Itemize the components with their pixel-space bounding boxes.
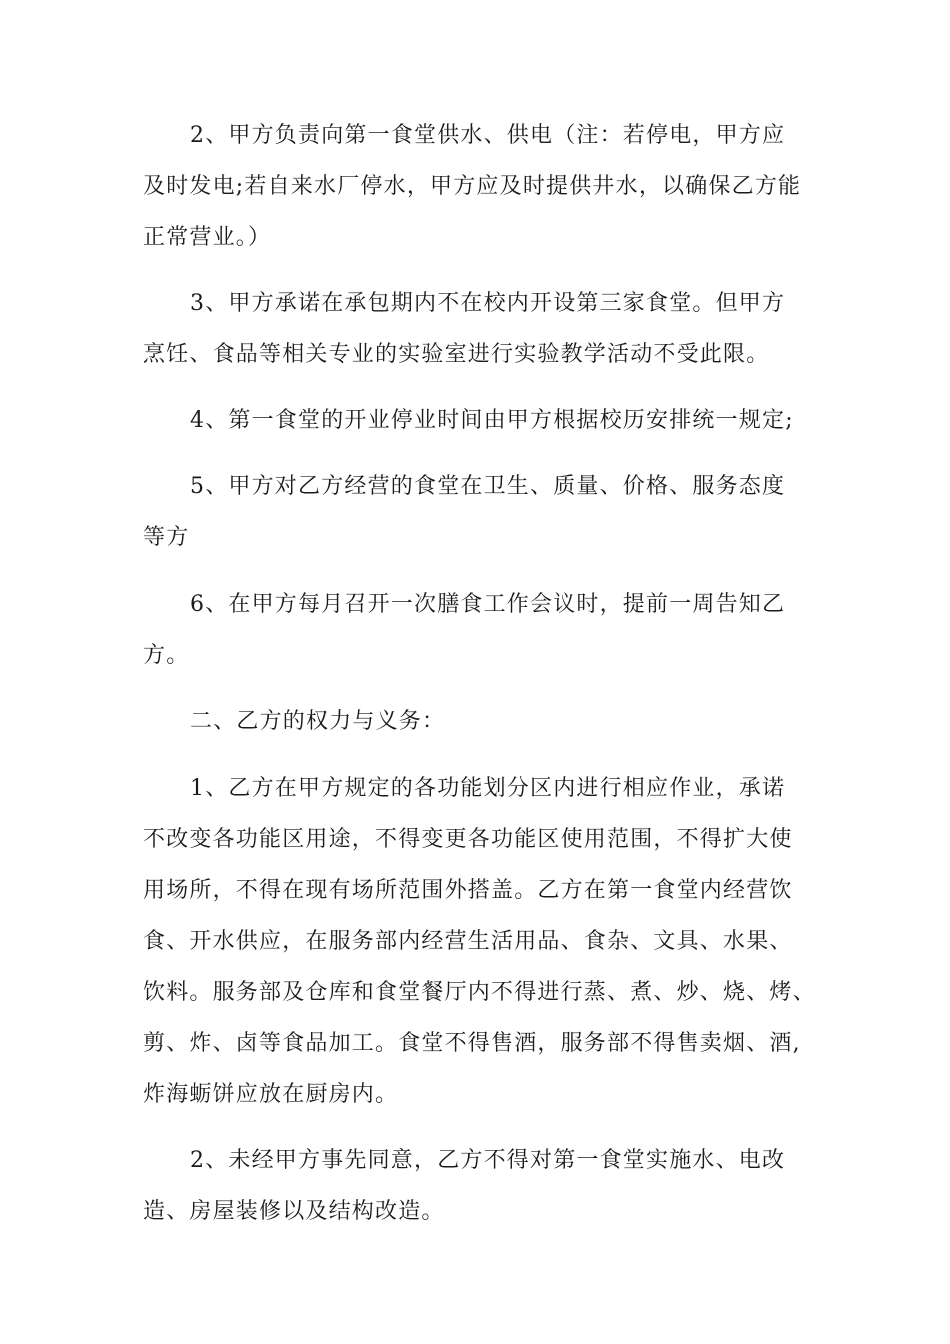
text-line: 6、在甲方每月召开一次膳食工作会议时，提前一周告知乙: [190, 592, 786, 617]
text-line: 5、甲方对乙方经营的食堂在卫生、质量、价格、服务态度: [190, 474, 786, 499]
text-line: 正常营业。）: [143, 225, 272, 250]
text-line: 饮料。服务部及仓库和食堂餐厅内不得进行蒸、煮、炒、烧、烤、: [143, 980, 816, 1005]
text-line: 方。: [143, 643, 190, 668]
text-line: 造、房屋装修以及结构改造。: [143, 1199, 445, 1224]
text-line: 不改变各功能区用途，不得变更各功能区使用范围，不得扩大使: [143, 827, 793, 852]
text-line: 及时发电;若自来水厂停水，甲方应及时提供井水，以确保乙方能: [143, 174, 802, 199]
text-line: 3、甲方承诺在承包期内不在校内开设第三家食堂。但甲方: [190, 291, 786, 316]
text-line: 2、甲方负责向第一食堂供水、供电（注：若停电，甲方应: [190, 123, 786, 148]
text-line: 1、乙方在甲方规定的各功能划分区内进行相应作业，承诺: [190, 776, 786, 801]
text-line: 烹饪、食品等相关专业的实验室进行实验教学活动不受此限。: [143, 342, 770, 367]
text-line: 剪、炸、卤等食品加工。食堂不得售酒，服务部不得售卖烟、酒,: [143, 1031, 801, 1056]
text-line: 2、未经甲方事先同意，乙方不得对第一食堂实施水、电改: [190, 1148, 786, 1173]
section-heading-text: 二、乙方的权力与义务：: [190, 709, 446, 734]
text-line: 4、第一食堂的开业停业时间由甲方根据校历安排统一规定;: [190, 408, 794, 433]
text-line: 等方: [143, 525, 190, 550]
text-line: 炸海蛎饼应放在厨房内。: [143, 1082, 399, 1107]
text-line: 食、开水供应，在服务部内经营生活用品、食杂、文具、水果、: [143, 929, 793, 954]
text-line: 用场所，不得在现有场所范围外搭盖。乙方在第一食堂内经营饮: [143, 878, 793, 903]
